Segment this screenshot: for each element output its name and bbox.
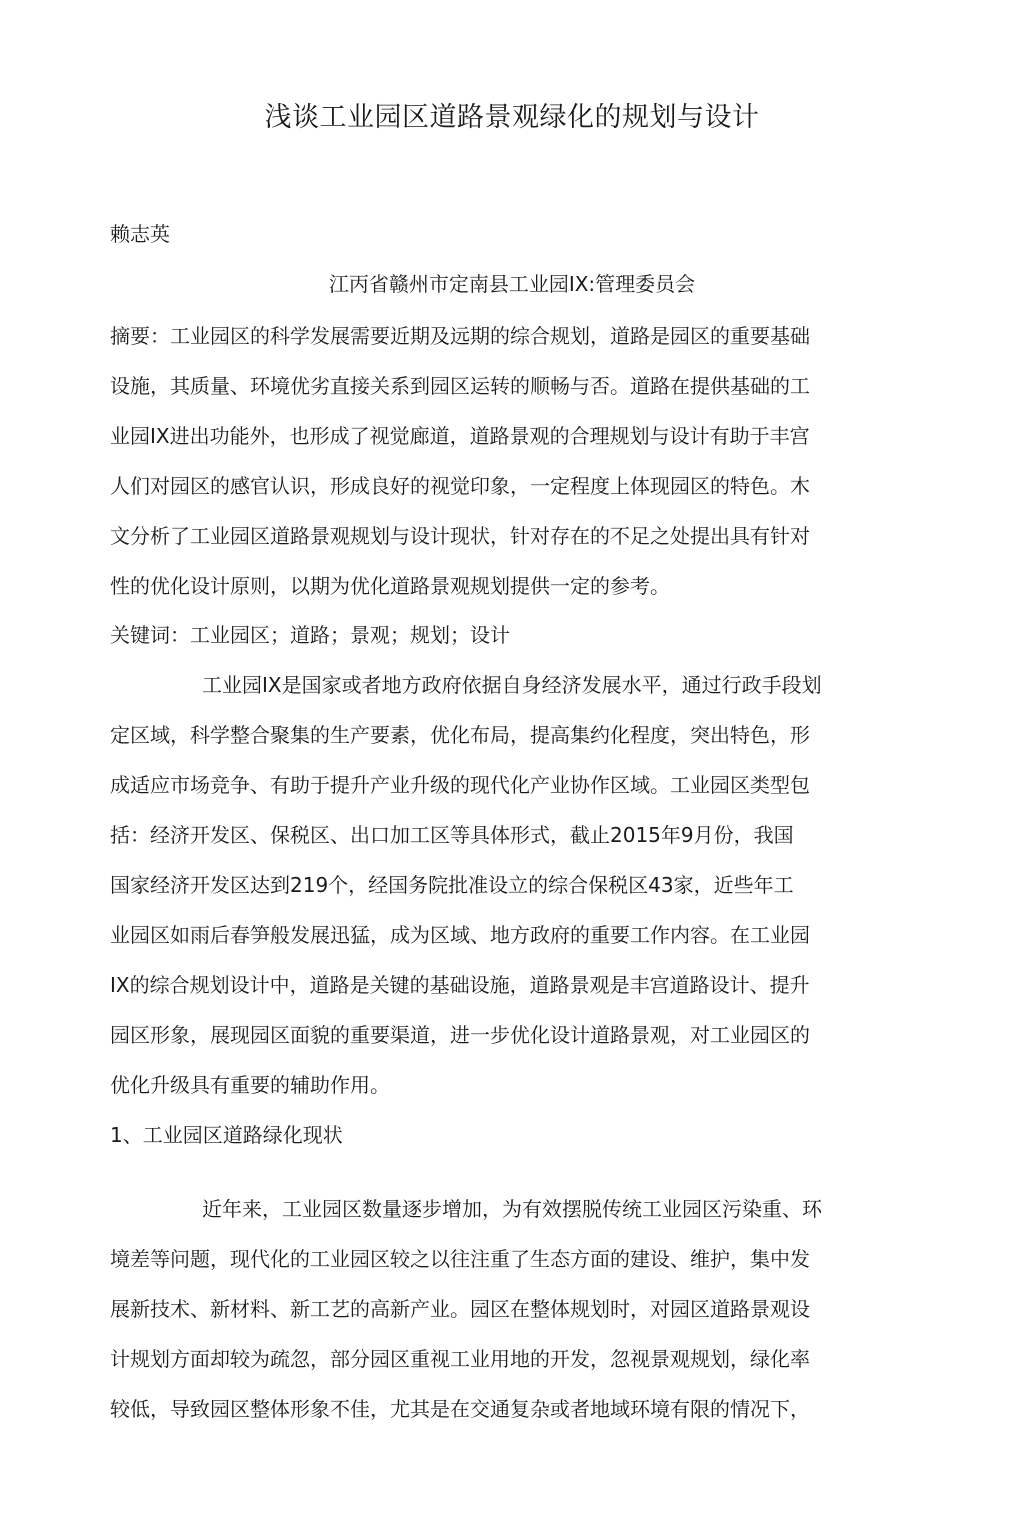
intro-line: 定区域，科学整合聚集的生产要素，优化布局，提高集约化程度，突出特色，形 (110, 723, 810, 747)
abstract-line: 文分析了工业园区道路景观规划与设计现状，针对存在的不足之处提出具有针对 (110, 524, 810, 548)
intro-line: 业园区如雨后春笋般发展迅猛，成为区域、地方政府的重要工作内容。在工业园 (110, 923, 810, 947)
author-affiliation: 江丙省赣州市定南县工业园IX:管理委员会 (328, 272, 696, 296)
abstract-line: 人们对园区的感官认识，形成良好的视觉印象，一定程度上体现园区的特色。木 (110, 474, 810, 498)
abstract-paragraph (110, 311, 870, 611)
keywords-text: 关键词：工业园区；道路；景观；规划；设计 (110, 623, 510, 647)
intro-paragraph (110, 660, 870, 1110)
section-heading-text: 1、工业园区道路绿化现状 (110, 1123, 343, 1147)
intro-line: 国家经济开发区达到219个，经国务院批准设立的综合保税区43家，近些年工 (110, 873, 794, 897)
section-1-line: 计规划方面却较为疏忽，部分园区重视工业用地的开发，忽视景观规划，绿化率 (110, 1347, 810, 1371)
section-1-paragraph (110, 1184, 870, 1434)
intro-line: IX的综合规划设计中，道路是关键的基础设施，道路景观是丰宫道路设计、提升 (110, 973, 810, 997)
section-1-line: 近年来，工业园区数量逐步增加，为有效摆脱传统工业园区污染重、环 (202, 1197, 822, 1221)
abstract-line: 设施，其质量、环境优劣直接关系到园区运转的顺畅与否。道路在提供基础的工 (110, 374, 810, 398)
section-1-heading (110, 1110, 870, 1160)
intro-line: 工业园IX是国家或者地方政府依据自身经济发展水平，通过行政手段划 (202, 673, 822, 697)
section-1-line: 展新技术、新材料、新工艺的高新产业。园区在整体规划时，对园区道路景观设 (110, 1297, 810, 1321)
section-1-line: 境差等问题，现代化的工业园区较之以往注重了生态方面的建设、维护，集中发 (110, 1247, 810, 1271)
keywords-line (110, 610, 870, 660)
abstract-line: 业园IX进出功能外，也形成了视觉廊道，道路景观的合理规划与设计有助于丰宫 (110, 424, 810, 448)
intro-line: 园区形象，展现园区面貌的重要渠道，进一步优化设计道路景观，对工业园区的 (110, 1023, 810, 1047)
section-1-line: 较低，导致园区整体形象不佳，尤其是在交通复杂或者地域环境有限的情况下， (110, 1397, 810, 1421)
intro-line: 成适应市场竞争、有助于提升产业升级的现代化产业协作区域。工业园区类型包 (110, 773, 810, 797)
author-name: 赖志英 (110, 222, 170, 246)
abstract-line: 摘要：工业园区的科学发展需要近期及远期的综合规划，道路是园区的重要基础 (110, 324, 810, 348)
intro-line: 括：经济开发区、保税区、出口加工区等具体形式，截止2015年9月份，我国 (110, 823, 794, 847)
document-title: 浅谈工业园区道路景观绿化的规划与设计 (264, 102, 760, 133)
intro-line: 优化升级具有重要的辅助作用。 (110, 1073, 390, 1097)
abstract-line: 性的优化设计原则，以期为优化道路景观规划提供一定的参考。 (110, 574, 670, 598)
